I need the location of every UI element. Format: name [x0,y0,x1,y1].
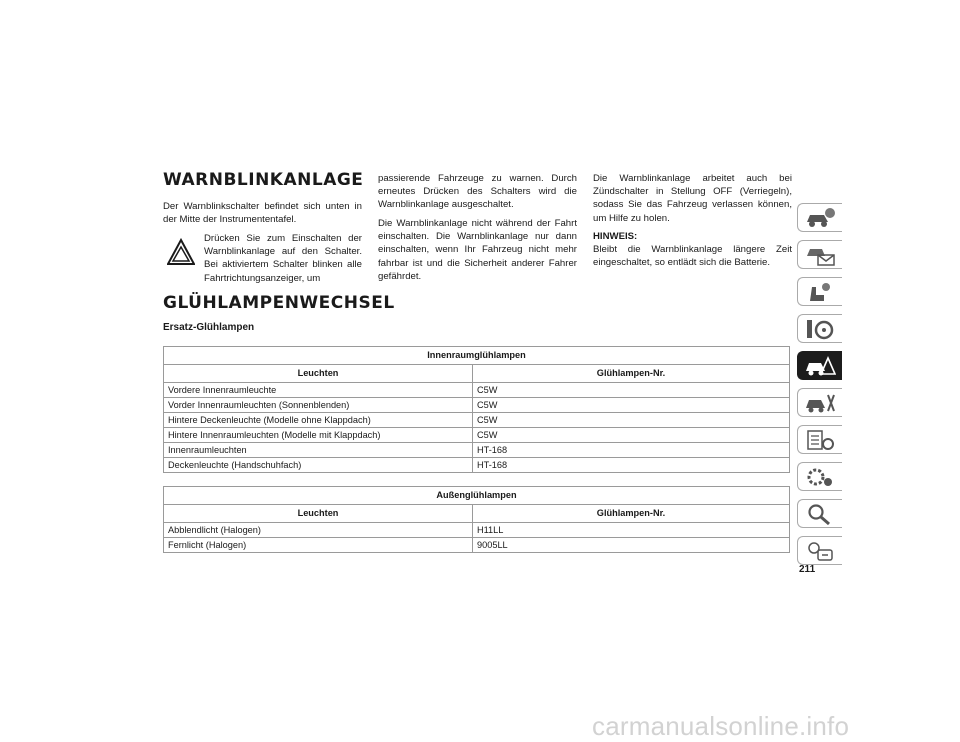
checklist-icon [804,429,836,451]
table-row: Vorder Innenraumleuchten (Sonnenblenden) C5W [164,398,790,413]
tab-multimedia[interactable] [797,462,842,491]
hazard-warning-icon [167,238,195,266]
tab-driving[interactable] [797,314,842,343]
envelope-icon [804,244,836,266]
seat-person-icon [804,281,836,303]
table-row: Hintere Innenraumleuchten (Modelle mit Klappdach) C5W [164,428,790,443]
tab-car-info[interactable] [797,203,842,232]
subtitle-ersatz-gluehlampen: Ersatz-Glühlampen [163,322,255,333]
interior-col-gluehlampen-nr: Glühlampen-Nr. [473,365,790,383]
chapter-tabs [797,203,842,573]
car-tools-icon [804,392,836,414]
gears-icon [804,466,836,488]
tab-emergency[interactable] [797,351,842,380]
col2-paragraph-1: passierende Fahrzeuge zu warnen. Durch erneutes Drücken des Schalters wird die Warnblinkanlage ausgeschaltet. [378,173,577,211]
table-row: Deckenleuchte (Handschuhfach) HT-168 [164,458,790,473]
table-row: Hintere Deckenleuchte (Modelle ohne Klappdach) C5W [164,413,790,428]
tab-safety[interactable] [797,277,842,306]
watermark: carmanualsonline.info [592,711,850,741]
note-text: Bleibt die Warnblinkanlage längere Zeit eingeschaltet, so entlädt sich die Batterie. [593,244,792,269]
steering-wheel-icon [804,318,836,340]
interior-col-leuchten: Leuchten [164,365,473,383]
tab-specifications[interactable] [797,425,842,454]
col2-paragraph-2: Die Warnblinkanlage nicht während der Fahrt einschalten. Die Warnblinkanlage nur dann einschalten, wenn Ihr Fahrzeug nicht mehr fahrbar ist und die Sicherheit anderer Fahrer gefährdet. [378,218,577,282]
tab-service[interactable] [797,388,842,417]
table-row: Abblendlicht (Halogen) H11LL [164,523,790,538]
tab-index[interactable] [797,499,842,528]
search-icon [804,503,836,525]
note-label: HINWEIS: [593,231,638,242]
exterior-col-leuchten: Leuchten [164,505,473,523]
tab-languages[interactable] [797,536,842,565]
warning-car-icon [804,355,836,377]
exterior-bulbs-table [163,486,790,553]
interior-bulbs-table [163,346,790,473]
table-row: Innenraumleuchten HT-168 [164,443,790,458]
exterior-table-caption: Außenglühlampen [164,487,790,505]
interior-table-caption: Innenraumglühlampen [164,347,790,365]
col3-paragraph: Die Warnblinkanlage arbeitet auch bei Zündschalter in Stellung OFF (Verriegeln), sodass Sie das Fahrzeug verlassen können, um Hilfe zu holen. [593,173,792,224]
section-title-warnblinkanlage: WARNBLINKANLAGE [163,170,364,190]
tab-messages[interactable] [797,240,842,269]
section-title-gluehlampenwechsel: GLÜHLAMPENWECHSEL [163,293,395,313]
intro-paragraph: Der Warnblinkschalter befindet sich unten in der Mitte der Instrumententafel. [163,201,362,226]
language-icon [804,540,836,562]
exterior-col-gluehlampen-nr: Glühlampen-Nr. [473,505,790,523]
hazard-switch-text: Drücken Sie zum Einschalten der Warnblinkanlage auf den Schalter. Bei aktiviertem Schalter blinken alle Fahrtrichtungsanzeiger, um [204,233,362,284]
page-number: 211 [799,564,816,575]
car-info-icon [804,207,836,229]
table-row: Vordere Innenraumleuchte C5W [164,383,790,398]
table-row: Fernlicht (Halogen) 9005LL [164,538,790,553]
